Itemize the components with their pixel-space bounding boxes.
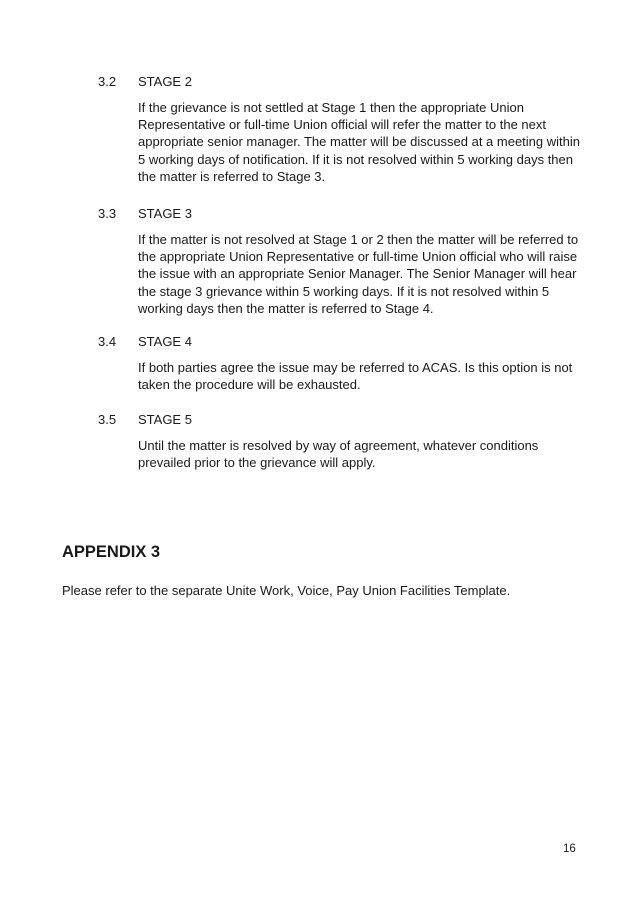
section-number: 3.5 — [98, 412, 117, 427]
section-title: STAGE 5 — [138, 412, 192, 427]
section-3-2 — [98, 73, 588, 185]
section-body: If the matter is not resolved at Stage 1 or 2 then the matter will be referred to the appropriate Union Representative or full-time Union official who will raise the issue with an appropriate Senior Manager. The Senior Manager will hear the stage 3 grievance within 5 working days. If it is not resolved within 5 working days then the matter is referred to Stage 4. — [138, 232, 579, 316]
section-3-3 — [98, 205, 588, 317]
appendix-text: Please refer to the separate Unite Work, Voice, Pay Union Facilities Template. — [62, 583, 511, 598]
page-number: 16 — [563, 843, 576, 855]
section-heading — [98, 73, 588, 91]
section-title: STAGE 3 — [138, 206, 192, 221]
section-heading — [98, 333, 588, 351]
section-3-5 — [98, 411, 588, 471]
appendix-heading: APPENDIX 3 — [62, 543, 161, 561]
section-body: If the grievance is not settled at Stage 1 then the appropriate Union Representative or full-time Union official will refer the matter to the next appropriate senior manager. The matter will be discussed at a meeting within 5 working days of notification. If it is not resolved within 5 working days then the matter is referred to Stage 3. — [138, 100, 580, 184]
section-heading — [98, 205, 588, 223]
section-number: 3.4 — [98, 334, 117, 349]
section-heading — [98, 411, 588, 429]
section-body: Until the matter is resolved by way of agreement, whatever conditions prevailed prior to the grievance will apply. — [138, 438, 539, 471]
section-body: If both parties agree the issue may be referred to ACAS. Is this option is not taken the procedure will be exhausted. — [138, 360, 573, 393]
section-number: 3.3 — [98, 206, 117, 221]
section-number: 3.2 — [98, 74, 117, 89]
section-title: STAGE 4 — [138, 334, 192, 349]
section-3-4 — [98, 333, 588, 393]
section-title: STAGE 2 — [138, 74, 192, 89]
